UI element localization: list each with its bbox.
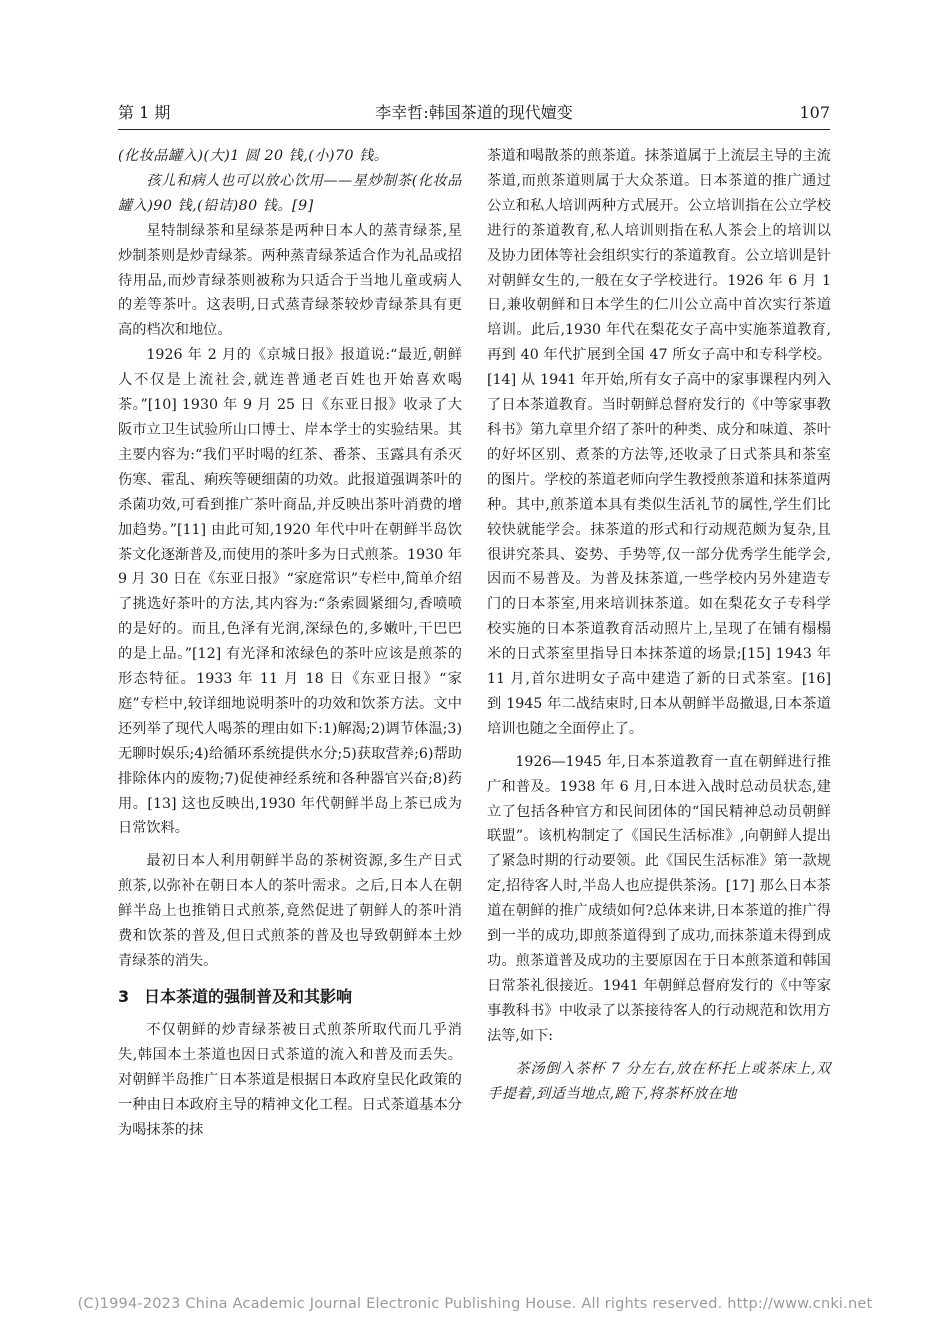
- paragraph: 星特制绿茶和星绿茶是两种日本人的蒸青绿茶,星炒制茶则是炒青绿茶。两种蒸青绿茶适合作为礼品或招待用品,而炒青绿茶则被称为只适合于当地儿童或病人的差等茶叶。这表明,日式蒸青绿茶较炒青绿茶具有更高的档次和地位。: [118, 222, 462, 339]
- page-number: 107: [799, 103, 830, 122]
- quote-line-1: (化妆品罐入)(大)1 圆 20 钱,(小)70 钱。: [118, 148, 389, 164]
- running-header: [118, 100, 830, 126]
- paragraph: 不仅朝鲜的炒青绿茶被日式煎茶所取代而几乎消失,韩国本土茶道也因日式茶道的流入和普及而丢失。对朝鲜半岛推广日本茶道是根据日本政府皇民化政策的一种由日本政府主导的精神文化工程。日式茶道基本分为喝抹茶的抹: [118, 1021, 462, 1138]
- right-column: [487, 144, 831, 1106]
- quote-line-2: 孩儿和病人也可以放心饮用——星炒制茶(化妆品罐入)90 钱,(铅诘)80 钱。[9]: [118, 172, 462, 214]
- paragraph: 1926—1945 年,日本茶道教育一直在朝鲜进行推广和普及。1938 年 6 月,日本进入战时总动员状态,建立了包括各种官方和民间团体的“国民精神总动员朝鲜联盟”。该机构制定了《国民生活标准》,向朝鲜人提出了紧急时期的行动要领。此《国民生活标准》第一款规定,招待客人时,半岛人也应提供茶汤。[17] 那么日本茶道在朝鲜的推广成绩如何?总体来讲,日本茶道的推广得到一半的成功,即煎茶道得到了成功,而抹茶道未得到成功。煎茶道普及成功的主要原因在于日本煎茶道和韩国日常茶礼很接近。1941 年朝鲜总督府发行的《中等家事教科书》中收录了以茶接待客人的行动规范和饮用方法等,如下:: [487, 753, 831, 1044]
- running-title: 李幸哲:韩国茶道的现代嬗变: [375, 103, 573, 122]
- issue-label: 第 1 期: [118, 103, 171, 122]
- section-heading: [118, 984, 462, 1010]
- paragraph: 1926 年 2 月的《京城日报》报道说:“最近,朝鲜人不仅是上流社会,就连普通老百姓也开始喜欢喝茶。”[10] 1930 年 9 月 25 日《东亚日报》收录了大阪市立卫生试验所山口博士、岸本学士的实验结果。其主要内容为:“我们平时喝的红茶、番茶、玉露具有杀灭伤寒、霍乱、痢疾等硬细菌的功效。此报道强调茶叶的杀菌功效,可看到推广茶叶商品,并反映出茶叶消费的增加趋势。”[11] 由此可知,1920 年代中叶在朝鲜半岛饮茶文化逐渐普及,而使用的茶叶多为日式煎茶。1930 年 9 月 30 日在《东亚日报》“家庭常识”专栏中,简单介绍了挑选好茶叶的方法,其内容为:“条索圆紧细匀,香喷喷的是好的。而且,色泽有光润,深绿色的,多嫩叶,干巴巴的是上品。”[12] 有光泽和浓绿色的茶叶应该是煎茶的形态特征。1933 年 11 月 18 日《东亚日报》“家庭”专栏中,较详细地说明茶叶的功效和饮茶方法。文中还列举了现代人喝茶的理由如下:1)解渴;2)调节体温;3)无聊时娱乐;4)给循环系统提供水分;5)获取营养;6)帮助排除体内的废物;7)促使神经系统和各种器官兴奋;8)药用。[13] 这也反映出,1930 年代朝鲜半岛上茶已成为日常饮料。: [118, 347, 462, 837]
- header-rule: [118, 129, 830, 130]
- left-column: [118, 144, 462, 1142]
- section-title: 日本茶道的强制普及和其影响: [144, 986, 353, 1006]
- section-number: 3: [118, 986, 130, 1006]
- paragraph: 最初日本人利用朝鲜半岛的茶树资源,多生产日式煎茶,以弥补在朝日本人的茶叶需求。之后,日本人在朝鲜半岛上也推销日式煎茶,竟然促进了朝鲜人的茶叶消费和饮茶的普及,但日式煎茶的普及也导致朝鲜本土炒青绿茶的消失。: [118, 853, 462, 969]
- copyright-footer: (C)1994-2023 China Academic Journal Electronic Publishing House. All rights reserved. http://www.cnki.net: [77, 1296, 873, 1312]
- quote-block: 茶汤倒入茶杯 7 分左右,放在杯托上或茶床上,双手提着,到适当地点,跪下,将茶杯放在地: [487, 1060, 831, 1102]
- paragraph: 茶道和喝散茶的煎茶道。抹茶道属于上流层主导的主流茶道,而煎茶道则属于大众茶道。日本茶道的推广通过公立和私人培训两种方式展开。公立培训指在公立学校进行的茶道教育,私人培训则指在私人茶会上的培训以及协力团体等社会组织实行的茶道教育。公立培训是针对朝鲜女生的,一般在女子学校进行。1926 年 6 月 1 日,兼收朝鲜和日本学生的仁川公立高中首次实行茶道培训。此后,1930 年代在梨花女子高中实施茶道教育,再到 40 年代扩展到全国 47 所女子高中和专科学校。[14] 从 1941 年开始,所有女子高中的家事课程内列入了日本茶道教育。当时朝鲜总督府发行的《中等家事教科书》第九章里介绍了茶叶的种类、成分和味道、茶叶的好坏区别、煮茶的方法等,还收录了日式茶具和茶室的图片。学校的茶道老师向学生教授煎茶道和抹茶道两种。其中,煎茶道本具有类似生活礼节的属性,学生们比较快就能学会。抹茶道的形式和行动规范颇为复杂,且很讲究茶具、姿势、手势等,仅一部分优秀学生能学会,因而不易普及。为普及抹茶道,一些学校内另外建造专门的日本茶室,用来培训抹茶道。如在梨花女子专科学校实施的日本茶道教育活动照片上,呈现了在铺有榻榻米的日式茶室里指导日本抹茶道的场景;[15] 1943 年 11 月,首尔进明女子高中建造了新的日式茶室。[16] 到 1945 年二战结束时,日本从朝鲜半岛撤退,日本茶道培训也随之全面停止了。: [487, 148, 831, 737]
